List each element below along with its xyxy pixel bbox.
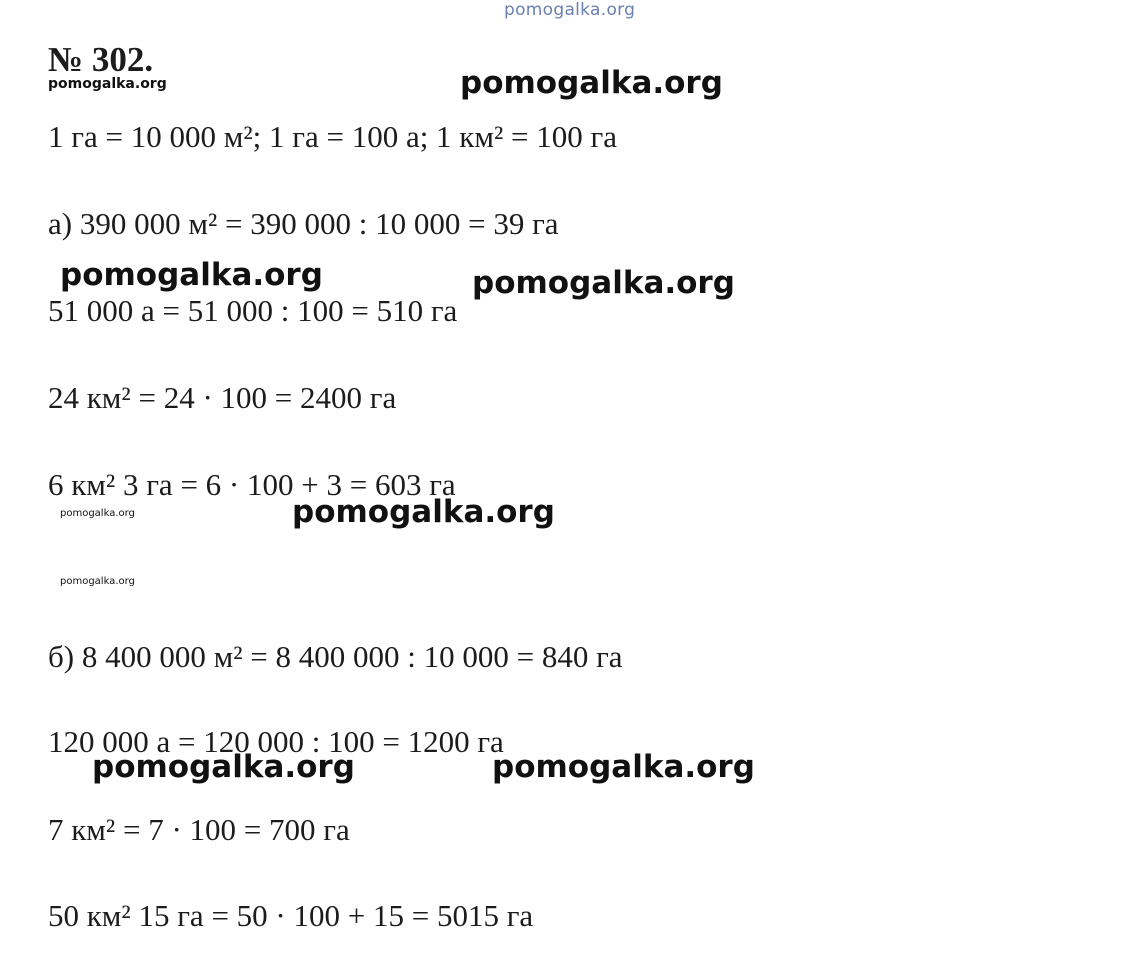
- solution-line-b1: б) 8 400 000 м² = 8 400 000 : 10 000 = 840 га: [48, 639, 623, 674]
- problem-title: № 302.: [48, 40, 154, 79]
- solution-line-a2: 51 000 а = 51 000 : 100 = 510 га: [48, 293, 458, 328]
- watermark-top: pomogalka.org: [504, 0, 636, 20]
- watermark: pomogalka.org: [460, 65, 723, 101]
- watermark: pomogalka.org: [60, 257, 323, 293]
- solution-line-a1: а) 390 000 м² = 390 000 : 10 000 = 39 га: [48, 206, 559, 241]
- solution-line-b2: 120 000 а = 120 000 : 100 = 1200 га: [48, 724, 504, 759]
- watermark: pomogalka.org: [92, 749, 355, 785]
- watermark: pomogalka.org: [472, 265, 735, 301]
- watermark: pomogalka.org: [292, 494, 555, 530]
- solution-line-a4: 6 км² 3 га = 6 · 100 + 3 = 603 га: [48, 467, 456, 502]
- solution-line-a3: 24 км² = 24 · 100 = 2400 га: [48, 380, 397, 415]
- watermark: pomogalka.org: [48, 76, 167, 92]
- solution-line-b4: 50 км² 15 га = 50 · 100 + 15 = 5015 га: [48, 898, 534, 933]
- units-definition-line: 1 га = 10 000 м²; 1 га = 100 а; 1 км² = 100 га: [48, 119, 617, 154]
- solution-line-b3: 7 км² = 7 · 100 = 700 га: [48, 812, 350, 847]
- watermark: pomogalka.org: [60, 576, 135, 587]
- watermark: pomogalka.org: [492, 749, 755, 785]
- watermark: pomogalka.org: [60, 508, 135, 519]
